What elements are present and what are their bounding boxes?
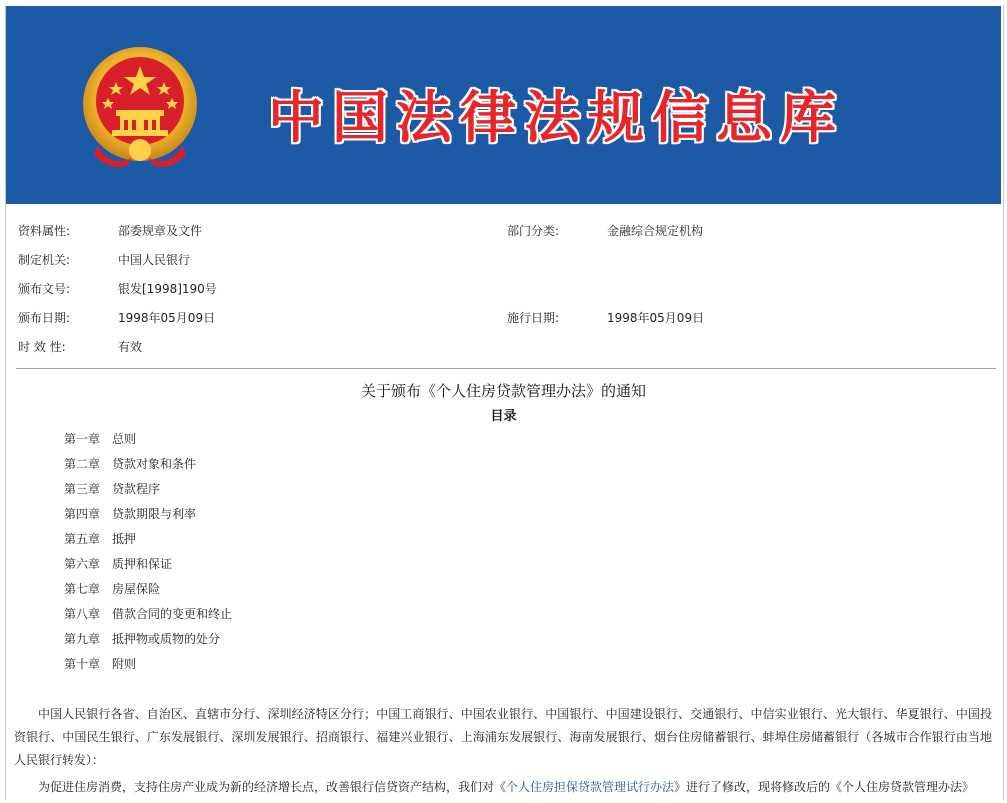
toc-item[interactable] [64,505,232,530]
toc-chapter-name: 抵押物或质物的处分 [112,632,221,646]
toc-chapter-name: 附则 [112,657,137,671]
toc-item[interactable] [64,605,232,630]
toc-chapter-number: 第二章 [64,457,101,471]
metadata-table [18,214,993,359]
meta-row-docno [18,272,993,301]
toc-item[interactable] [64,430,232,455]
toc-chapter-name: 贷款对象和条件 [112,457,197,471]
toc-chapter-number: 第三章 [64,482,101,496]
toc-chapter-name: 抵押 [112,532,137,546]
intro-paragraph [14,776,992,799]
toc-item[interactable] [64,555,232,580]
addressee-paragraph: 中国人民银行各省、自治区、直辖市分行、深圳经济特区分行；中国工商银行、中国农业银行、中国银行、中国建设银行、交通银行、中信实业银行、光大银行、华夏银行、中国投资银行、中国民生银行、广东发展银行、深圳发展银行、招商银行、福建兴业银行、上海浦东发展银行、海南发展银行、烟台住房储蓄银行、蚌埠住房储蓄银行（各城市合作银行由当地人民银行转发）： [14,707,992,767]
toc-chapter-number: 第七章 [64,582,101,596]
toc-chapter-number: 第五章 [64,532,101,546]
meta-row-authority [18,243,993,272]
effective-date-value: 1998年05月09日 [607,311,705,325]
validity-value: 有效 [118,340,143,354]
meta-row-category [18,214,993,243]
authority-value: 中国人民银行 [118,253,191,267]
meta-row-dates [18,301,993,330]
intro-text-before: 为促进住房消费，支持住房产业成为新的经济增长点，改善银行信贷资产结构，我们对《 [38,780,507,794]
dept-value: 金融综合规定机构 [607,224,704,238]
toc-chapter-number: 第八章 [64,607,101,621]
validity-label: 时 效 性: [18,340,66,354]
docno-label: 颁布文号: [18,282,71,296]
toc-chapter-name: 贷款程序 [112,482,161,496]
table-of-contents [64,430,232,680]
docno-value: 银发[1998]190号 [118,282,217,296]
dept-label: 部门分类: [507,224,560,238]
document-title: 关于颁布《个人住房贷款管理办法》的通知 [360,382,646,400]
category-label: 资料属性: [18,224,71,238]
national-emblem-icon [80,46,200,171]
effective-date-label: 施行日期: [507,311,560,325]
toc-chapter-number: 第六章 [64,557,101,571]
toc-chapter-number: 第四章 [64,507,101,521]
toc-chapter-number: 第一章 [64,432,101,446]
intro-text-after: 》进行了修改，现将修改后的《个人住房贷款管理办法》 [674,780,975,794]
site-banner [6,6,1001,204]
toc-item[interactable] [64,480,232,505]
toc-item[interactable] [64,630,232,655]
site-title: 中国法律法规信息库 [268,85,844,151]
meta-row-validity [18,330,993,359]
toc-chapter-number: 第十章 [64,657,101,671]
category-value: 部委规章及文件 [118,224,203,238]
toc-chapter-number: 第九章 [64,632,101,646]
toc-item[interactable] [64,580,232,605]
document-body [14,703,992,803]
toc-item[interactable] [64,530,232,555]
toc-item[interactable] [64,655,232,680]
authority-label: 制定机关: [18,253,71,267]
issue-date-value: 1998年05月09日 [118,311,216,325]
toc-chapter-name: 房屋保险 [112,582,161,596]
toc-chapter-name: 贷款期限与利率 [112,507,197,521]
trial-measures-link[interactable]: 个人住房担保贷款管理试行办法 [506,780,675,794]
issue-date-label: 颁布日期: [18,311,71,325]
toc-chapter-name: 总则 [112,432,137,446]
toc-chapter-name: 质押和保证 [112,557,173,571]
toc-item[interactable] [64,455,232,480]
toc-chapter-name: 借款合同的变更和终止 [112,607,233,621]
divider [16,368,996,369]
toc-heading: 目录 [490,409,517,424]
